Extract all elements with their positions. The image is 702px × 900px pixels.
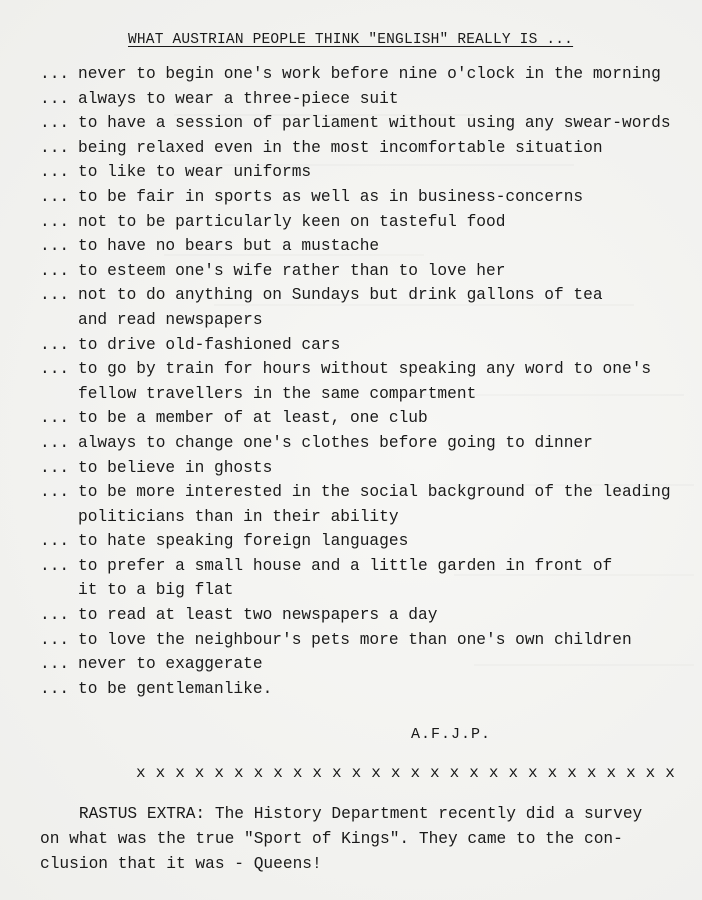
page-title: WHAT AUSTRIAN PEOPLE THINK "ENGLISH" REALLY IS ... <box>128 32 574 48</box>
list-item-text: to prefer a small house and a little garden in front of <box>78 556 613 575</box>
bullet-dots: ... <box>40 630 70 649</box>
list-item <box>40 554 690 579</box>
list-item <box>40 357 690 382</box>
list-item-text: never to begin one's work before nine o'clock in the morning <box>78 65 661 83</box>
paragraph-line: on what was the true "Sport of Kings". They came to the con- <box>40 830 623 848</box>
bullet-dots: ... <box>40 212 70 231</box>
list-item-text: to love the neighbour's pets more than one's own children <box>78 630 632 649</box>
bullet-dots: ... <box>40 261 70 280</box>
list-item <box>40 603 690 628</box>
list-item-text: to esteem one's wife rather than to love her <box>78 261 506 280</box>
list-item-text: to be more interested in the social background of the leading <box>78 483 671 502</box>
list-item-text: never to exaggerate <box>78 655 263 674</box>
rastus-extra-paragraph <box>40 802 690 877</box>
bullet-dots: ... <box>40 138 70 157</box>
list-item-text: to read at least two newspapers a day <box>78 606 438 625</box>
list-item <box>40 529 690 554</box>
bullet-dots: ... <box>40 409 70 428</box>
list-item-text: not to be particularly keen on tasteful food <box>78 212 506 231</box>
bullet-dots: ... <box>40 360 70 379</box>
list-item <box>40 333 690 358</box>
bullet-dots: ... <box>40 483 70 502</box>
list-item <box>40 234 690 259</box>
bullet-dots: ... <box>40 65 70 83</box>
list-item-text: to have a session of parliament without using any swear-words <box>78 114 671 133</box>
list-item <box>40 652 690 677</box>
list-item-text: to like to wear uniforms <box>78 163 312 182</box>
x-separator: x x x x x x x x x x x x x x x x x x x x x x x x x x x x <box>136 764 676 782</box>
paragraph-line: RASTUS EXTRA: The History Department recently did a survey <box>40 805 643 823</box>
list-item-text: it to a big flat <box>78 581 234 600</box>
bullet-dots: ... <box>40 89 70 108</box>
list-item <box>40 185 690 210</box>
bullet-dots: ... <box>40 335 70 354</box>
list-item <box>40 283 690 308</box>
bullet-dots: ... <box>40 237 70 256</box>
list-item-text: to be gentlemanlike. <box>78 679 273 698</box>
list-item-text: to hate speaking foreign languages <box>78 532 409 551</box>
list-item <box>40 628 690 653</box>
list-item-text: to be fair in sports as well as in business-concerns <box>78 187 584 206</box>
list-item <box>40 259 690 284</box>
bullet-dots: ... <box>40 458 70 477</box>
list-item-text: to be a member of at least, one club <box>78 409 428 428</box>
list-item-text: always to change one's clothes before going to dinner <box>78 433 593 452</box>
bullet-dots: ... <box>40 655 70 674</box>
list-item-text: and read newspapers <box>78 310 263 329</box>
bullet-dots: ... <box>40 187 70 206</box>
list-item <box>40 136 690 161</box>
bullet-dots: ... <box>40 163 70 182</box>
bullet-dots: ... <box>40 532 70 551</box>
list-item-continuation <box>40 578 690 603</box>
list-item <box>40 160 690 185</box>
author-initials: A.F.J.P. <box>411 726 492 743</box>
list-item-text: always to wear a three-piece suit <box>78 89 399 108</box>
list-item-text: to believe in ghosts <box>78 458 273 477</box>
list-item <box>40 480 690 505</box>
list-item-continuation <box>40 382 690 407</box>
list-item-text: not to do anything on Sundays but drink gallons of tea <box>78 286 603 305</box>
bullet-dots: ... <box>40 114 70 133</box>
list-item-text: politicians than in their ability <box>78 507 399 526</box>
paragraph-line: clusion that it was - Queens! <box>40 855 322 873</box>
list-item <box>40 111 690 136</box>
belief-list <box>40 62 690 701</box>
list-item <box>40 87 690 112</box>
list-item-continuation <box>40 308 690 333</box>
bullet-dots: ... <box>40 606 70 625</box>
list-item-text: fellow travellers in the same compartment <box>78 384 477 403</box>
list-item-text: to drive old-fashioned cars <box>78 335 341 354</box>
bullet-dots: ... <box>40 433 70 452</box>
list-item <box>40 677 690 702</box>
list-item <box>40 210 690 235</box>
list-item-text: to have no bears but a mustache <box>78 237 380 256</box>
list-item <box>40 406 690 431</box>
bullet-dots: ... <box>40 556 70 575</box>
list-item <box>40 431 690 456</box>
bullet-dots: ... <box>40 286 70 305</box>
bullet-dots: ... <box>40 679 70 698</box>
list-item-text: to go by train for hours without speaking any word to one's <box>78 360 652 379</box>
list-item-text: being relaxed even in the most incomfortable situation <box>78 138 603 157</box>
list-item-continuation <box>40 505 690 530</box>
list-item <box>40 456 690 481</box>
list-item <box>40 62 690 87</box>
